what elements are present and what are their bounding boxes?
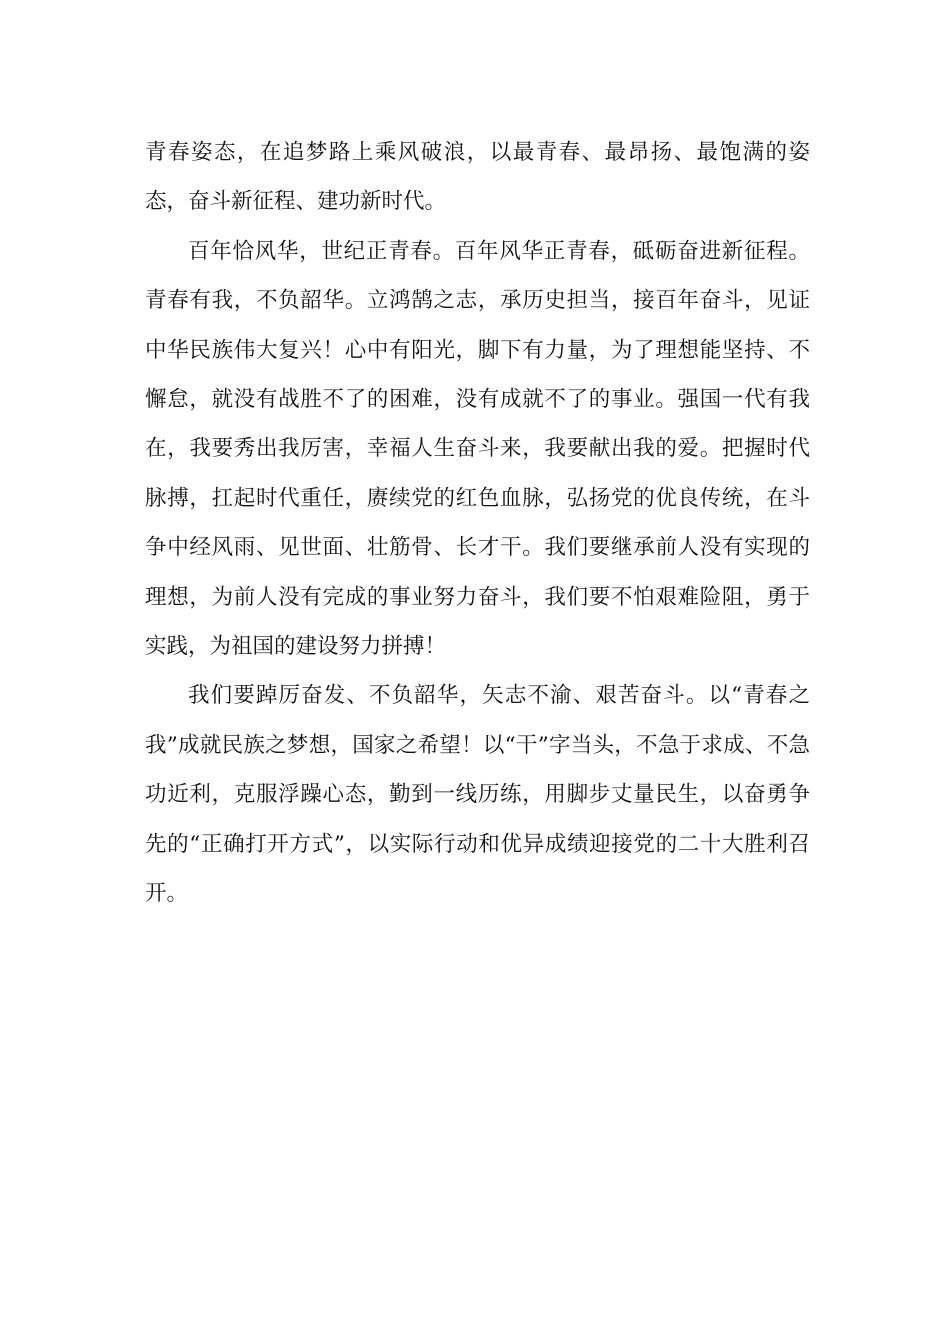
paragraph: 我们要踔厉奋发、不负韶华，矢志不渝、艰苦奋斗。以“青春之我”成就民族之梦想，国家之希望！以“干”字当头，不急于求成、不急功近利，克服浮躁心态，勤到一线历练，用脚步丈量民生，以奋勇争先的“正确打开方式”，以实际行动和优异成绩迎接党的二十大胜利召开。 xyxy=(145,683,810,907)
document-body xyxy=(145,128,810,919)
paragraph-continued: 青春姿态，在追梦路上乘风破浪，以最青春、最昂扬、最饱满的姿态，奋斗新征程、建功新时代。 xyxy=(145,140,810,215)
paragraph: 百年恰风华，世纪正青春。百年风华正青春，砥砺奋进新征程。青春有我，不负韶华。立鸿鹄之志，承历史担当，接百年奋斗，见证中华民族伟大复兴！心中有阳光，脚下有力量，为了理想能坚持、不懈怠，就没有战胜不了的困难，没有成就不了的事业。强国一代有我在，我要秀出我厉害，幸福人生奋斗来，我要献出我的爱。把握时代脉搏，扛起时代重任，赓续党的红色血脉，弘扬党的优良传统，在斗争中经风雨、见世面、壮筋骨、长才干。我们要继承前人没有实现的理想，为前人没有完成的事业努力奋斗，我们要不怕艰难险阻，勇于实践，为祖国的建设努力拼搏！ xyxy=(145,238,810,660)
